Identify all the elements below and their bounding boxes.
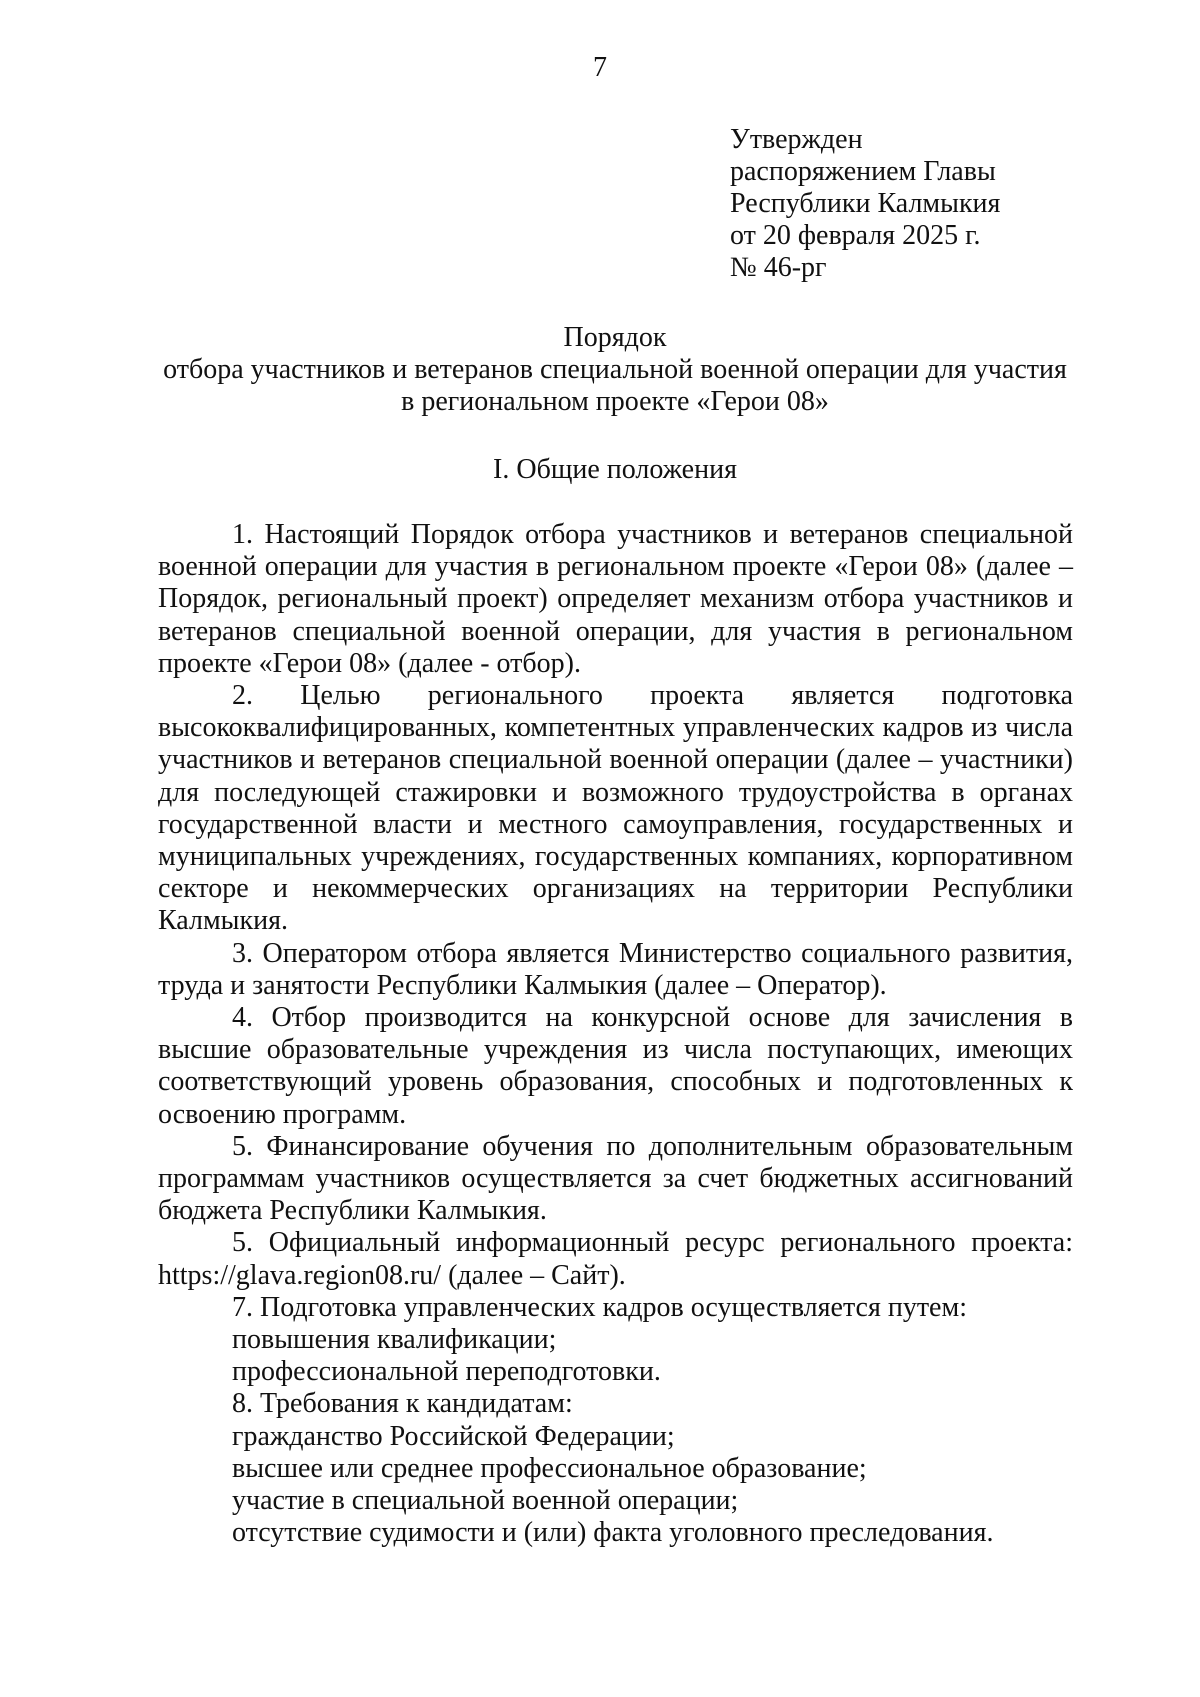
approval-line: Утвержден [730, 124, 863, 155]
list-item: профессиональной переподготовки. [232, 1356, 661, 1388]
paragraph-2: 2. Целью регионального проекта является подготовка высококвалифицированных, компетентных управленческих кадров из числа участников и ветеранов специальной военной операции (далее – участники) для последующей стажировки и возможного трудоустройства в органах государственной власти и местного самоуправления, государственных и муниципальных учреждениях, государственных компаниях, корпоративном секторе и некоммерческих организациях на территории Республики Калмыкия. [158, 680, 1073, 937]
paragraph-3: 3. Оператором отбора является Министерство социального развития, труда и занятости Республики Калмыкия (далее – Оператор). [158, 937, 1073, 1001]
list-item: отсутствие судимости и (или) факта уголовного преследования. [232, 1517, 994, 1549]
paragraph-8: 8. Требования к кандидатам: [232, 1388, 573, 1420]
page-number: 7 [593, 52, 607, 83]
list-item: участие в специальной военной операции; [232, 1485, 739, 1517]
approval-line: Республики Калмыкия [730, 188, 1001, 219]
approval-number: № 46-рг [730, 252, 827, 283]
document-heading [150, 322, 1080, 418]
approval-line: распоряжением Главы [730, 156, 996, 187]
paragraph-4: 4. Отбор производится на конкурсной основе для зачисления в высшие образовательные учреждения из числа поступающих, имеющих соответствующий уровень образования, способных и подготовленных к освоению программ. [158, 1002, 1073, 1130]
paragraph-5: 5. Финансирование обучения по дополнительным образовательным программам участников осуществляется за счет бюджетных ассигнований бюджета Республики Калмыкия. [158, 1130, 1073, 1227]
list-item: гражданство Российской Федерации; [232, 1420, 675, 1452]
list-item: повышения квалификации; [232, 1324, 557, 1356]
approval-date: от 20 февраля 2025 г. [730, 220, 981, 251]
paragraph-6: 5. Официальный информационный ресурс регионального проекта: https://glava.region08.ru/ (далее – Сайт). [158, 1227, 1073, 1291]
document-subtitle: в региональном проекте «Герои 08» [401, 386, 829, 417]
document-body [158, 519, 1073, 1550]
document-title: Порядок [563, 322, 667, 353]
section-title: I. Общие положения [493, 454, 737, 485]
document-subtitle: отбора участников и ветеранов специальной военной операции для участия [163, 354, 1067, 385]
paragraph-1: 1. Настоящий Порядок отбора участников и ветеранов специальной военной операции для участия в региональном проекте «Герои 08» (далее – Порядок, региональный проект) определяет механизм отбора участников и ветеранов специальной военной операции, для участия в региональном проекте «Герои 08» (далее - отбор). [158, 519, 1073, 679]
paragraph-7: 7. Подготовка управленческих кадров осуществляется путем: [232, 1291, 967, 1323]
list-item: высшее или среднее профессиональное образование; [232, 1452, 867, 1484]
approval-stamp-block [730, 124, 1000, 284]
